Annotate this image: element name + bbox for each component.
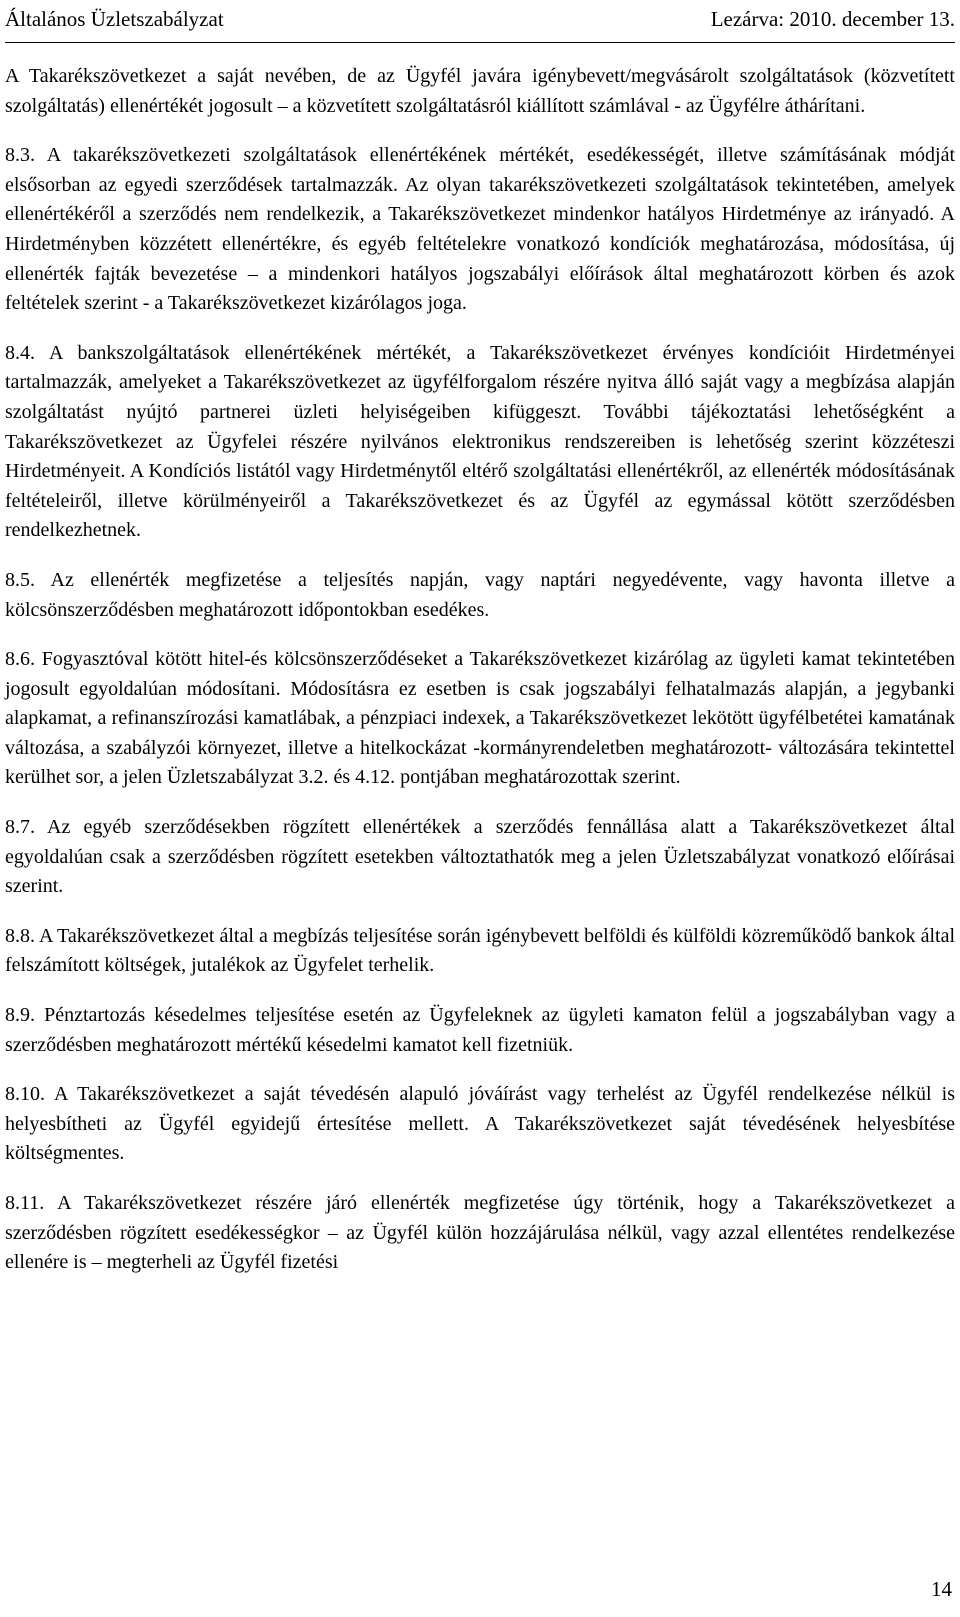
document-title: Általános Üzletszabályzat	[5, 7, 224, 31]
closing-date: Lezárva: 2010. december 13.	[710, 7, 955, 31]
paragraph-8-6: 8.6. Fogyasztóval kötött hitel-és kölcsönszerződéseket a Takarékszövetkezet kizárólag az ügyleti kamat tekintetében jogosult egyoldalúan módosítani. Módosításra ez esetben is csak jogszabályi felhatalmazás alapján, a jegybanki alapkamat, a refinanszírozási kamatlábak, a pénzpiaci indexek, a Takarékszövetkezet lekötött ügyfélbetétei kamatának változása, a szabályzói környezet, illetve a hitelkockázat -kormányrendeletben meghatározott- változására tekintettel kerülhet sor, a jelen Üzletszabályzat 3.2. és 4.12. pontjában meghatározottak szerint.	[5, 648, 955, 789]
paragraph-8-7: 8.7. Az egyéb szerződésekben rögzített ellenértékek a szerződés fennállása alatt a Takarékszövetkezet által egyoldalúan csak a szerződésben rögzített esetekben változtathatók meg a jelen Üzletszabályzat vonatkozó előírásai szerint.	[5, 816, 955, 898]
paragraph-8-3: 8.3. A takarékszövetkezeti szolgáltatások ellenértékének mértékét, esedékességét, illetve számításának módját elsősorban az egyedi szerződések tartalmazzák. Az olyan takarékszövetkezeti szolgáltatások tekintetében, amelyek ellenértékéről a szerződés nem rendelkezik, a Takarékszövetkezet mindenkor hatályos Hirdetménye az irányadó. A Hirdetményben közzétett ellenértékre, és egyéb feltételekre vonatkozó kondíciók meghatározása, módosítása, új ellenérték fajták bevezetése – a mindenkori hatályos jogszabályi előírások által meghatározott körben és azok feltételek szerint - a Takarékszövetkezet kizárólagos joga.	[5, 144, 955, 315]
page-header	[5, 2, 955, 43]
paragraph-8-10: 8.10. A Takarékszövetkezet a saját tévedésén alapuló jóváírást vagy terhelést az Ügyfél rendelkezése nélkül is helyesbítheti az Ügyfél egyidejű értesítése mellett. A Takarékszövetkezet saját tévedésének helyesbítése költségmentes.	[5, 1083, 955, 1165]
paragraph-8-11: 8.11. A Takarékszövetkezet részére járó ellenérték megfizetése úgy történik, hogy a Takarékszövetkezet a szerződésben rögzített esedékességkor – az Ügyfél külön hozzájárulása nélkül, vagy azzal ellentétes rendelkezése ellenére is – megterheli az Ügyfél fizetési	[5, 1192, 955, 1274]
document-body	[5, 62, 955, 1298]
paragraph-8-4: 8.4. A bankszolgáltatások ellenértékének mértékét, a Takarékszövetkezet érvényes kondícióit Hirdetményei tartalmazzák, amelyeket a Takarékszövetkezet az ügyfélforgalom részére nyitva álló saját vagy a megbízása alapján szolgáltatást nyújtó partnerei üzleti helyiségeiben kifüggeszt. További tájékoztatási lehetőségként a Takarékszövetkezet az Ügyfelei részére nyilvános elektronikus rendszereiben is lehetőség szerint közzéteszi Hirdetményeit. A Kondíciós listától vagy Hirdetménytől eltérő szolgáltatási ellenértékről, az ellenérték módosításának feltételeiről, illetve körülményeiről a Takarékszövetkezet és az Ügyfél az egymással kötött szerződésben rendelkezhetnek.	[5, 341, 955, 542]
paragraph-8-5: 8.5. Az ellenérték megfizetése a teljesítés napján, vagy naptári negyedévente, vagy havonta illetve a kölcsönszerződésben meghatározott időpontokban esedékes.	[5, 568, 955, 621]
paragraph-8-9: 8.9. Pénztartozás késedelmes teljesítése esetén az Ügyfeleknek az ügyleti kamaton felül a jogszabályban vagy a szerződésben meghatározott mértékű késedelmi kamatot kell fizetniük.	[5, 1004, 955, 1056]
paragraph-intro: A Takarékszövetkezet a saját nevében, de az Ügyfél javára igénybevett/megvásárolt szolgáltatások (közvetített szolgáltatás) ellenértékét jogosult – a közvetített szolgáltatásról kiállított számlával - az Ügyfélre áthárítani.	[5, 65, 955, 117]
page-number: 14	[931, 1577, 952, 1601]
paragraph-8-8: 8.8. A Takarékszövetkezet által a megbízás teljesítése során igénybevett belföldi és külföldi közreműködő bankok által felszámított költségek, jutalékok az Ügyfelet terhelik.	[5, 924, 955, 977]
